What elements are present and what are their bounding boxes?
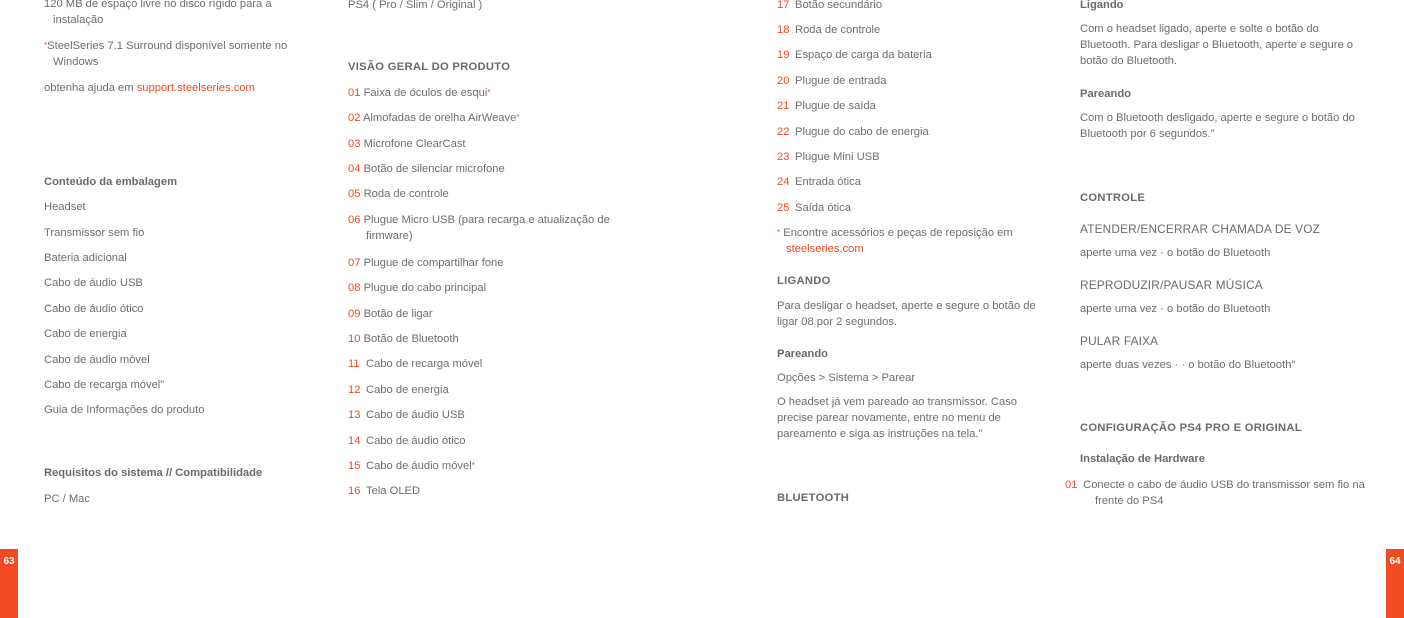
overview-item (777, 73, 886, 89)
overview-item (777, 149, 880, 165)
ps4-compat: PS4 ( Pro / Slim / Original ) (348, 0, 483, 11)
item-number: 11 (348, 358, 360, 370)
hardware-title: Instalação de Hardware (1080, 453, 1205, 465)
item-number: 15 (348, 460, 361, 472)
overview-item (777, 174, 861, 190)
box-contents-title: Conteúdo da embalagem (44, 176, 178, 188)
box-item: Transmissor sem fio (44, 227, 145, 239)
item-label: Saída ótica (795, 202, 851, 214)
controle-title: CONTROLE (1080, 192, 1146, 204)
item-number: 03 (348, 138, 361, 150)
item-number: 09 (348, 308, 361, 320)
overview-item (348, 280, 486, 296)
overview-item (348, 110, 519, 126)
item-label: Microfone ClearCast (363, 138, 466, 150)
item-label: Roda de controle (363, 188, 449, 200)
overview-item (348, 136, 466, 152)
item-label: Plugue de compartilhar fone (363, 257, 504, 269)
item-number: 07 (348, 257, 361, 269)
box-item: Headset (44, 201, 86, 213)
item-label: Plugue Mini USB (795, 151, 880, 163)
page-number-left: 63 (0, 549, 18, 618)
box-item: Cabo de energia (44, 328, 127, 340)
help-line (44, 80, 255, 96)
item-label: Cabo de recarga móvel (366, 358, 483, 370)
overview-item (348, 433, 466, 449)
box-item: Cabo de recarga móvel” (44, 379, 165, 391)
item-number: 14 (348, 435, 361, 447)
overview-item (348, 212, 651, 244)
hardware-step-text: Conecte o cabo de áudio USB do transmissor sem fio na frente do PS4 (1083, 479, 1365, 507)
asterisk-mark: * (487, 88, 491, 97)
item-label: Botão de silenciar microfone (363, 163, 505, 175)
item-number: 24 (777, 176, 790, 188)
item-number: 12 (348, 384, 361, 396)
music-text: aperte uma vez · o botão do Bluetooth (1080, 303, 1271, 315)
ligando-text: Para desligar o headset, aperte e segure o botão de ligar 08 por 2 segundos. (777, 300, 1036, 328)
item-label: Cabo de áudio ótico (366, 435, 466, 447)
overview-item (348, 356, 482, 372)
item-number: 23 (777, 151, 790, 163)
call-text: aperte uma vez · o botão do Bluetooth (1080, 247, 1271, 259)
overview-item (348, 483, 420, 499)
item-number: 01 (348, 87, 361, 99)
requirement-disk-space: 120 MB de espaço livre no disco rígido para a instalação (44, 0, 272, 26)
item-label: Botão de Bluetooth (363, 333, 459, 345)
item-label: Roda de controle (795, 24, 881, 36)
item-number: 22 (777, 126, 790, 138)
item-label: Plugue de saída (795, 100, 876, 112)
box-item: Cabo de áudio USB (44, 277, 143, 289)
item-label: Plugue do cabo principal (363, 282, 487, 294)
item-label: Entrada ótica (795, 176, 861, 188)
call-title: ATENDER/ENCERRAR CHAMADA DE VOZ (1080, 222, 1320, 236)
help-prefix: obtenha ajuda em (44, 82, 137, 94)
item-label: Espaço de carga da bateria (795, 49, 932, 61)
music-title: REPRODUZIR/PAUSAR MÚSICA (1080, 278, 1263, 292)
requirements-title: Requisitos do sistema // Compatibilidade (44, 467, 263, 479)
item-number: 19 (777, 49, 790, 61)
overview-item (348, 331, 459, 347)
item-label: Plugue de entrada (795, 75, 887, 87)
ligando-title: LIGANDO (777, 275, 831, 287)
item-label: Cabo de áudio móvel (366, 460, 472, 472)
overview-item (348, 382, 449, 398)
overview-item (777, 22, 880, 38)
item-number: 13 (348, 409, 361, 421)
overview-item (777, 124, 929, 140)
item-number: 17 (777, 0, 790, 11)
item-label: Botão secundário (795, 0, 883, 11)
overview-item (777, 200, 851, 216)
steelseries-link[interactable]: steelseries.com (786, 243, 864, 255)
item-number: 05 (348, 188, 361, 200)
item-label: Cabo de energia (366, 384, 449, 396)
accessories-note (777, 225, 1051, 257)
item-number: 18 (777, 24, 790, 36)
bt-ligando-text: Com o headset ligado, aperte e solte o botão do Bluetooth. Para desligar o Bluetooth, aperte e segure o botão do Bluetooth. (1080, 23, 1354, 67)
box-item: Bateria adicional (44, 252, 127, 264)
asterisk-mark: * (516, 113, 520, 122)
page-number-right: 64 (1386, 549, 1404, 618)
item-number: 04 (348, 163, 361, 175)
item-number: 16 (348, 485, 361, 497)
item-label: Botão de ligar (363, 308, 433, 320)
asterisk-mark: * (471, 461, 475, 470)
bt-pareando-title: Pareando (1080, 88, 1131, 100)
pareando-text: O headset já vem pareado ao transmissor. Caso precise parear novamente, entre no menu de pareamento e siga as instruções na tela.” (777, 396, 1018, 440)
item-number: 21 (777, 100, 790, 112)
item-label: Tela OLED (366, 485, 421, 497)
requirement-pc-mac: PC / Mac (44, 493, 91, 505)
bt-ligando-title: Ligando (1080, 0, 1124, 11)
overview-item (348, 255, 504, 271)
pareando-path: Opções > Sistema > Parear (777, 372, 916, 384)
item-number: 25 (777, 202, 790, 214)
overview-title: VISÃO GERAL DO PRODUTO (348, 61, 511, 73)
item-number: 06 (348, 214, 361, 226)
item-label: Faixa de óculos de esqui (363, 87, 488, 99)
item-label: Plugue Micro USB (para recarga e atualização de firmware) (363, 214, 610, 242)
item-label: Almofadas de orelha AirWeave (362, 112, 517, 124)
item-number: 02 (348, 112, 361, 124)
accessories-note-text: Encontre acessórios e peças de reposição em (783, 227, 1013, 239)
box-item: Cabo de áudio ótico (44, 303, 144, 315)
overview-item (777, 47, 932, 63)
surround-note-text: SteelSeries 7.1 Surround disponível somente no Windows (47, 40, 288, 68)
item-number: 20 (777, 75, 790, 87)
overview-item (348, 458, 475, 474)
overview-item (348, 407, 465, 423)
overview-item (777, 0, 882, 13)
config-title: CONFIGURAÇÃO PS4 PRO E ORIGINAL (1080, 422, 1302, 434)
overview-item (348, 306, 433, 322)
pareando-title: Pareando (777, 348, 828, 360)
asterisk-mark: * (44, 41, 48, 50)
support-link[interactable]: support.steelseries.com (136, 82, 255, 94)
skip-title: PULAR FAIXA (1080, 334, 1159, 348)
bt-pareando-text: Com o Bluetooth desligado, aperte e segure o botão do Bluetooth por 6 segundos.” (1080, 112, 1355, 140)
hardware-step: 01 Conecte o cabo de áudio USB do transmissor sem fio na frente do PS4 (1065, 479, 1365, 507)
item-number: 08 (348, 282, 361, 294)
skip-text: aperte duas vezes · · o botão do Bluetooth” (1080, 359, 1296, 371)
item-label: Cabo de áudio USB (366, 409, 465, 421)
box-item: Cabo de áudio móvel (44, 354, 150, 366)
item-label: Plugue do cabo de energia (795, 126, 929, 138)
overview-item (348, 161, 505, 177)
overview-item (348, 85, 490, 101)
asterisk-mark: * (777, 228, 781, 237)
box-item: Guia de Informações do produto (44, 404, 205, 416)
surround-note (44, 38, 309, 70)
bluetooth-title: BLUETOOTH (777, 492, 850, 504)
overview-item (348, 186, 449, 202)
item-number: 10 (348, 333, 361, 345)
overview-item (777, 98, 876, 114)
